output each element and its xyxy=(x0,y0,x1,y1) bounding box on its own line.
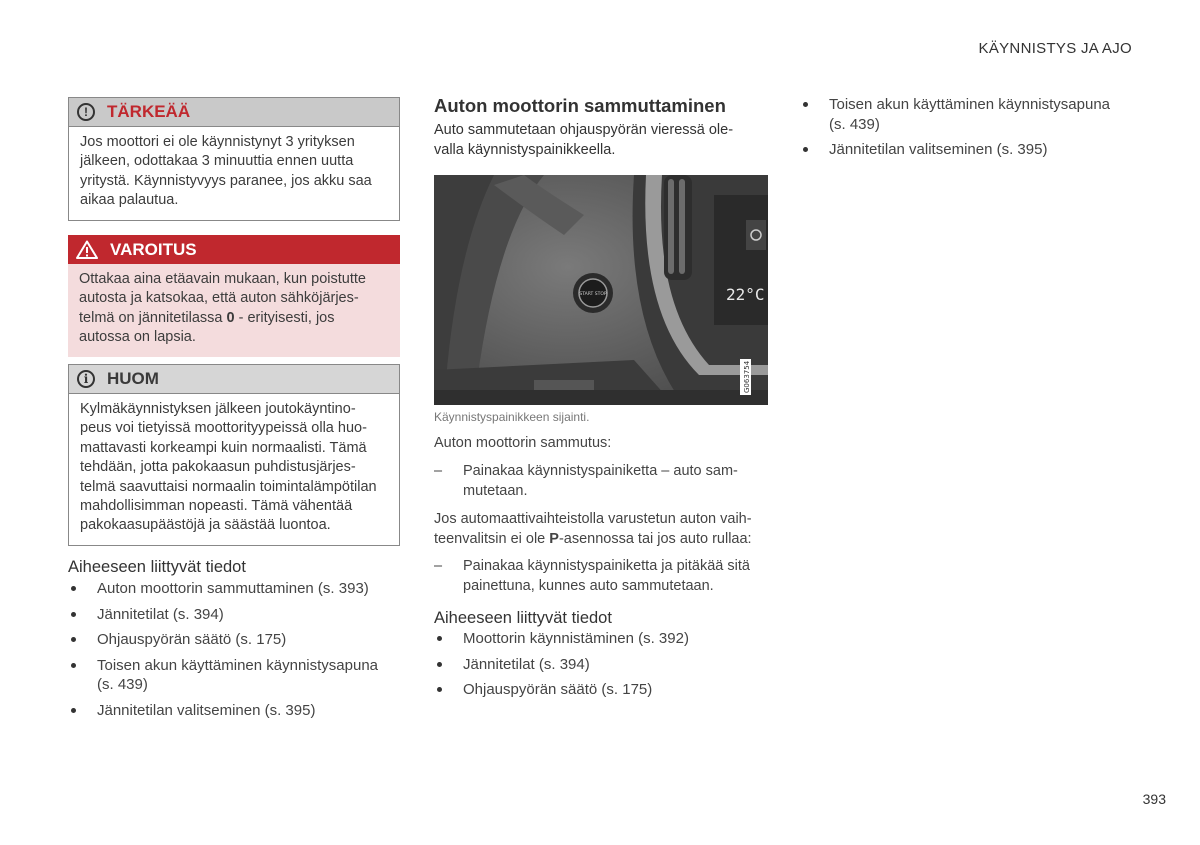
warning-box xyxy=(68,235,400,357)
exclamation-circle-icon: ! xyxy=(77,103,95,121)
note-line: telmä saavuttaisi normaalin toimintalämpötilan xyxy=(80,478,377,495)
image-code: G063754 xyxy=(743,360,751,393)
intro-line: Auto sammutetaan ohjauspyörän vieressä ole- xyxy=(434,122,734,138)
warning-line: autossa on lapsia. xyxy=(79,329,196,346)
related-link[interactable]: Ohjauspyörän säätö (s. 175) xyxy=(434,680,768,700)
related-list xyxy=(434,629,768,706)
note-line: mattavasti korkeampi kuin normaalisti. Tämä xyxy=(80,439,367,456)
step-item xyxy=(434,462,754,501)
warning-line: Ottakaa aina etäavain mukaan, kun poistutte xyxy=(79,271,366,287)
related-info-title: Aiheeseen liittyvät tiedot xyxy=(68,558,246,576)
note-line: mahdollisimman nopeasti. Tämä vähentää xyxy=(80,498,353,515)
note-box xyxy=(68,364,400,546)
note-line: Kylmäkäynnistyksen jälkeen joutokäyntino- xyxy=(80,401,356,417)
page-number: 393 xyxy=(1142,791,1166,807)
note-line: tehdään, jotta pakokaasun puhdistusjärjes- xyxy=(80,459,356,476)
step-line: Painakaa käynnistyspainiketta – auto sam- xyxy=(463,463,738,479)
important-title: TÄRKEÄÄ xyxy=(107,102,191,121)
important-line: yritystä. Käynnistyvyys paranee, jos akku saa xyxy=(80,172,372,189)
warning-text-part: telmä on jännitetilassa xyxy=(79,309,227,326)
voltage-state-zero: 0 xyxy=(226,309,235,326)
related-list xyxy=(800,95,1140,166)
related-link[interactable]: Jännitetilan valitseminen (s. 395) xyxy=(68,701,400,721)
section-title: Auton moottorin sammuttaminen xyxy=(434,95,726,116)
warning-box-header xyxy=(68,235,400,264)
intro-text xyxy=(434,121,754,160)
info-circle-icon: i xyxy=(77,370,95,388)
important-line: Jos moottori ei ole käynnistynyt 3 yrityksen xyxy=(80,134,355,150)
note-text xyxy=(69,394,399,545)
important-box xyxy=(68,97,400,221)
related-link[interactable]: Moottorin käynnistäminen (s. 392) xyxy=(434,629,768,649)
shutdown-intro: Auton moottorin sammutus: xyxy=(434,435,612,451)
warning-line xyxy=(79,309,389,328)
step-line: painettuna, kunnes auto sammutetaan. xyxy=(463,577,714,594)
warning-title: VAROITUS xyxy=(110,239,197,259)
related-link[interactable]: Toisen akun käyttäminen käynnistysapuna (s. 439) xyxy=(800,95,1140,134)
related-info-title: Aiheeseen liittyvät tiedot xyxy=(434,609,612,627)
photo-caption: Käynnistyspainikkeen sijainti. xyxy=(434,410,590,424)
important-box-header xyxy=(69,98,399,127)
dash-marker: – xyxy=(434,558,443,574)
note-box-header xyxy=(69,365,399,394)
warning-text-part: - erityisesti, jos xyxy=(234,309,335,326)
dash-marker: – xyxy=(434,463,443,479)
related-link[interactable]: Toisen akun käyttäminen käynnistysapuna (s. 439) xyxy=(68,656,400,695)
related-link[interactable]: Jännitetilat (s. 394) xyxy=(434,655,768,675)
gear-position-p: P xyxy=(549,530,559,547)
related-link[interactable]: Ohjauspyörän säätö (s. 175) xyxy=(68,630,400,650)
note-line: peus voi tietyissä moottorityypeissä olla huo- xyxy=(80,420,367,437)
note-title: HUOM xyxy=(107,369,159,388)
related-link[interactable]: Auton moottorin sammuttaminen (s. 393) xyxy=(68,579,400,599)
warning-triangle-icon xyxy=(76,240,98,259)
important-line: jälkeen, odottakaa 3 minuuttia ennen uutta xyxy=(80,153,354,170)
note-line: pakokaasupäästöjä ja säästää luontoa. xyxy=(80,517,331,534)
related-link[interactable]: Jännitetilat (s. 394) xyxy=(68,605,400,625)
temperature-readout: 22°C xyxy=(726,285,765,304)
intro-line: valla käynnistyspainikkeella. xyxy=(434,141,616,158)
dashboard-illustration xyxy=(434,175,768,405)
step-line: Painakaa käynnistyspainiketta ja pitäkää sitä xyxy=(463,558,750,574)
related-list xyxy=(68,579,400,726)
important-text xyxy=(69,127,399,220)
important-line: aikaa palautua. xyxy=(80,192,179,209)
start-button-photo xyxy=(434,175,768,405)
chapter-header: KÄYNNISTYS JA AJO xyxy=(978,40,1132,57)
automatic-gearbox-text xyxy=(434,510,754,549)
warning-line: autosta ja katsokaa, että auton sähköjärjes- xyxy=(79,290,359,307)
para-line: Jos automaattivaihteistolla varustetun auton vaih- xyxy=(434,511,752,527)
warning-text xyxy=(68,264,400,357)
start-stop-button-label: START STOP xyxy=(579,292,607,297)
step-item xyxy=(434,557,754,596)
related-link[interactable]: Jännitetilan valitseminen (s. 395) xyxy=(800,140,1140,160)
step-line: mutetaan. xyxy=(463,482,528,499)
para-line: teenvalitsin ei ole P-asennossa tai jos auto rullaa: xyxy=(434,530,752,547)
